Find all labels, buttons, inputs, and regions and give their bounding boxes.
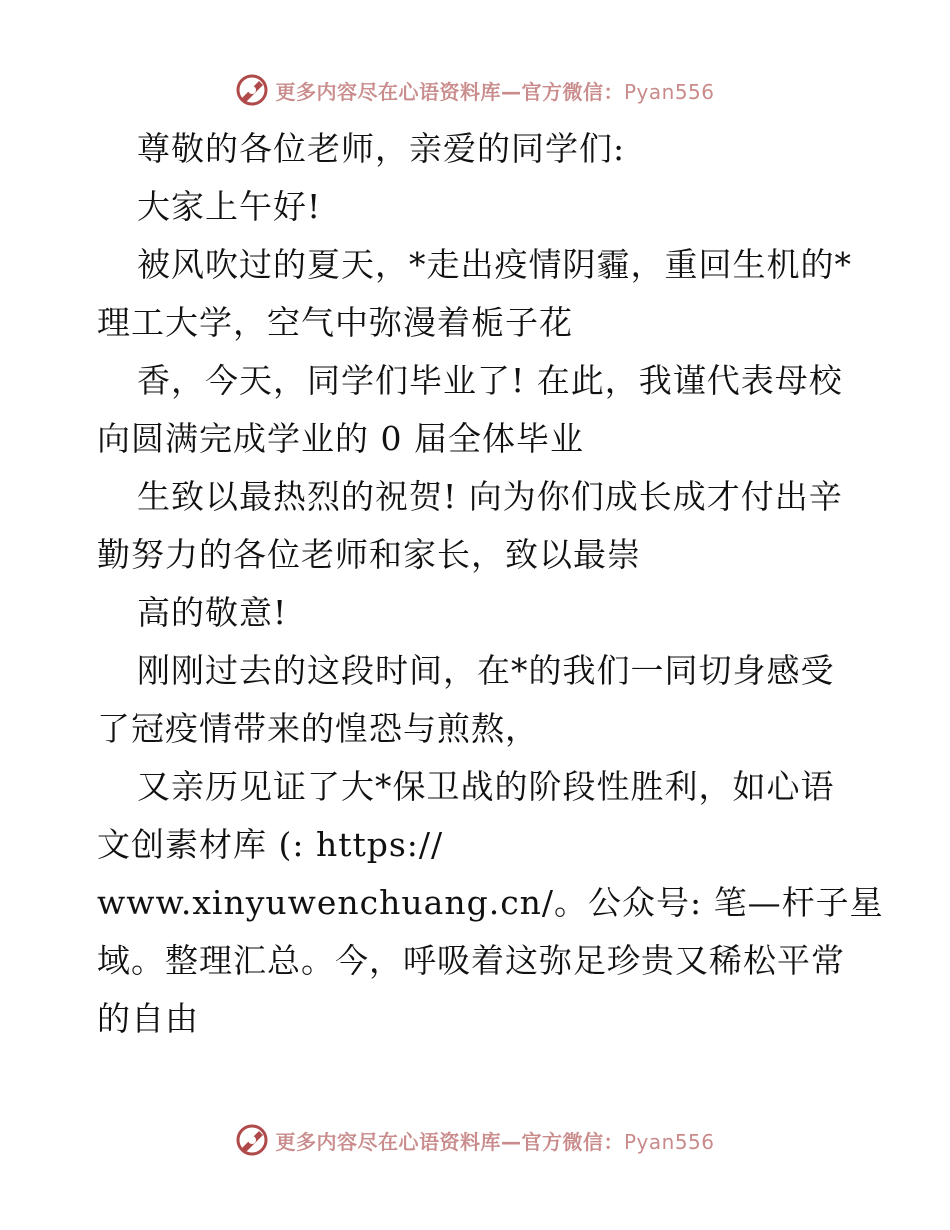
- body-line: 又亲历见证了大*保卫战的阶段性胜利，如心语: [137, 767, 835, 806]
- header-banner: [0, 70, 950, 110]
- speech-body: [97, 120, 884, 1048]
- body-line: 刚刚过去的这段时间，在*的我们一同切身感受: [137, 651, 835, 690]
- footer-site-text: [275, 1126, 714, 1155]
- body-line: 尊敬的各位老师，亲爱的同学们:: [137, 129, 626, 168]
- body-line: 生致以最热烈的祝贺! 向为你们成长成才付出辛: [137, 477, 843, 516]
- body-line: 文创素材库 (: https://: [97, 825, 444, 864]
- body-line: 了冠疫情带来的惶恐与煎熬，: [97, 709, 539, 748]
- body-line: 勤努力的各位老师和家长，致以最崇: [97, 535, 641, 574]
- body-line: 大家上午好!: [137, 187, 322, 226]
- body-line: www.xinyuwenchuang.cn/。公众号: 笔—杆子星: [97, 883, 884, 922]
- body-line: 的自由: [97, 999, 199, 1038]
- body-line: 被风吹过的夏天，*走出疫情阴霾，重回生机的*: [137, 245, 852, 284]
- body-line: 域。整理汇总。今，呼吸着这弥足珍贵又稀松平常: [97, 941, 845, 980]
- footer-banner: [0, 1120, 950, 1160]
- body-line: 理工大学，空气中弥漫着栀子花: [97, 303, 573, 342]
- header-site-text: [275, 76, 714, 105]
- header-wechat-id: Pyan556: [623, 79, 715, 104]
- pen-logo-icon: [235, 1123, 269, 1157]
- body-line: 向圆满完成学业的 0 届全体毕业: [97, 419, 584, 458]
- pen-logo-icon: [235, 73, 269, 107]
- footer-wechat-id: Pyan556: [623, 1129, 715, 1154]
- header-site-label: 更多内容尽在心语资料库—官方微信：: [275, 79, 624, 104]
- body-line: 高的敬意!: [137, 593, 288, 632]
- footer-site-label: 更多内容尽在心语资料库—官方微信：: [275, 1129, 624, 1154]
- body-line: 香，今天，同学们毕业了! 在此，我谨代表母校: [137, 361, 843, 400]
